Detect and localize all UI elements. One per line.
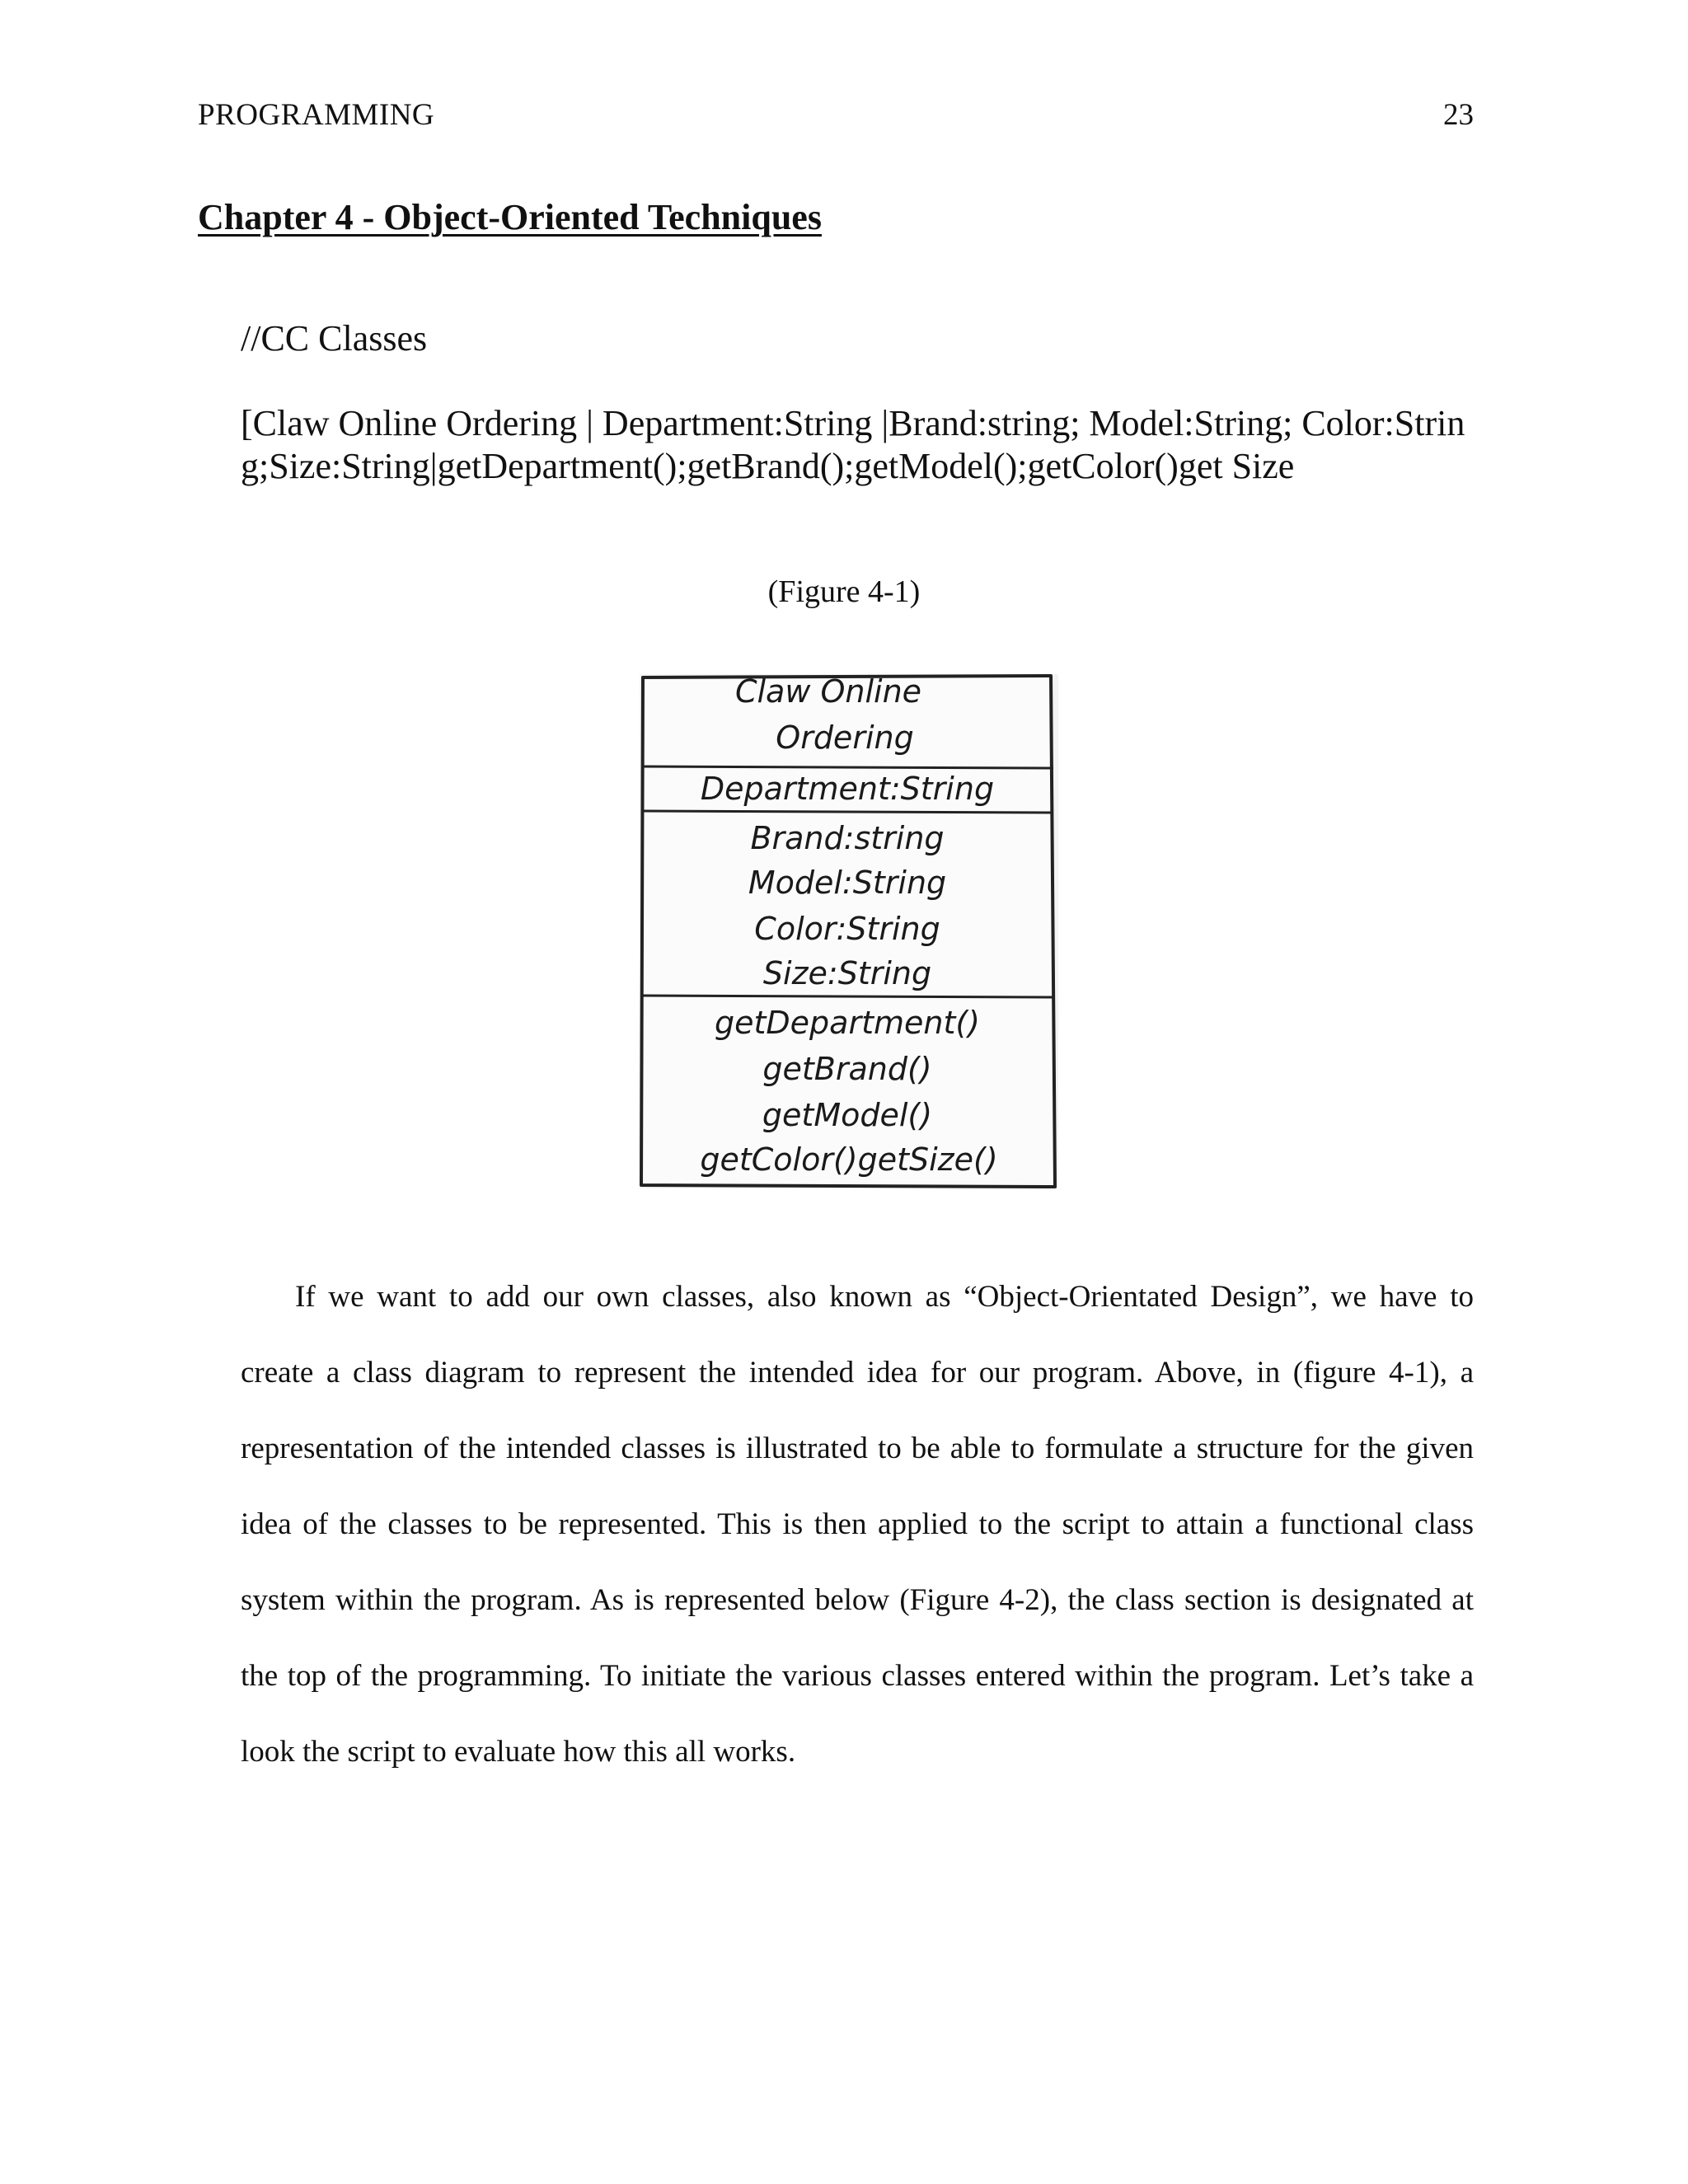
name-divider xyxy=(641,766,1053,768)
class-name-line-2: Ordering xyxy=(776,719,914,756)
class-name-line-1: Claw Online xyxy=(734,673,922,710)
running-head: PROGRAMMING xyxy=(198,98,435,132)
chapter-title: Chapter 4 - Object-Oriented Techniques xyxy=(198,197,822,237)
page-number: 23 xyxy=(1443,98,1474,132)
method-get-brand: getBrand() xyxy=(762,1051,932,1087)
attribute-size: Size:String xyxy=(762,955,932,991)
class-diagram-figure xyxy=(635,669,1063,1193)
class-notation: [Claw Online Ordering | Department:String |Brand:string; Model:String; Color:String;Size:String|getDepartment();getBrand();getModel();getColor()get Size xyxy=(241,403,1465,486)
class-diagram xyxy=(635,669,1063,1193)
method-get-model: getModel() xyxy=(762,1097,933,1133)
attribute-color: Color:String xyxy=(754,911,940,947)
attribute-brand: Brand:string xyxy=(750,820,945,856)
attribute-model: Model:String xyxy=(748,865,947,901)
method-divider xyxy=(641,996,1053,997)
figure-caption: (Figure 4-1) xyxy=(767,574,921,609)
body-paragraph: If we want to add our own classes, also known as “Object-Orientated Design”, we have to create a class diagram to represent the intended idea for our program. Above, in (figure 4-1), a representation of the intended classes is illustrated to be able to formulate a structure for the given idea of the classes to be represented. This is then applied to the script to attain a functional class system within the program. As is represented below (Figure 4-2), the class section is designated at the top of the programming. To initiate the various classes entered within the program. Let’s take a look the script to evaluate how this all works. xyxy=(241,1280,1474,1769)
attribute-divider xyxy=(641,811,1053,813)
code-comment: //CC Classes xyxy=(241,318,428,359)
method-get-color-size: getColor()getSize() xyxy=(700,1141,998,1178)
method-get-department: getDepartment() xyxy=(715,1005,980,1041)
attribute-department: Department:String xyxy=(700,771,995,807)
